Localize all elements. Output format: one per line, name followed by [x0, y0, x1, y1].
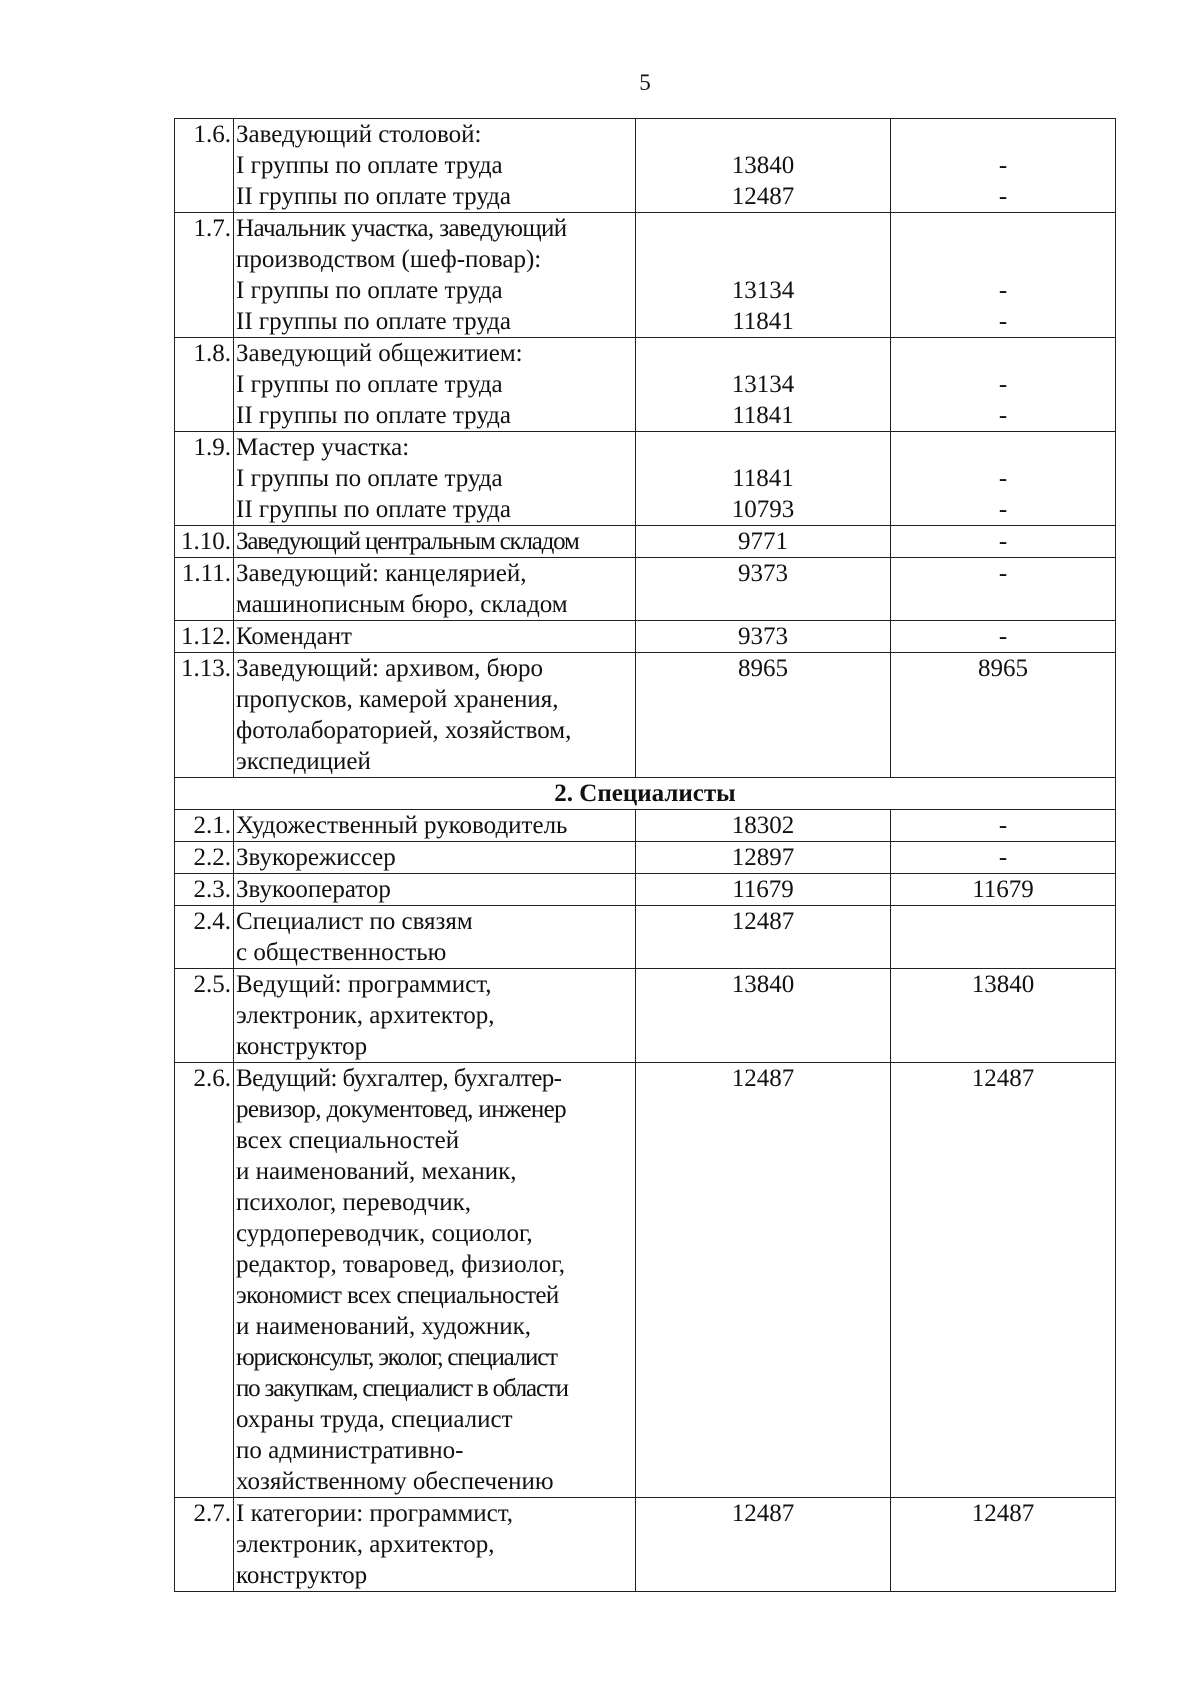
second-value — [891, 906, 1116, 969]
salary-value-line: 12897 — [731, 844, 795, 871]
second-value-line: 12487 — [971, 1500, 1035, 1527]
table-row — [175, 213, 1116, 338]
row-number: 1.8. — [175, 338, 234, 432]
table-row — [175, 526, 1116, 558]
position-name-line: экспедицией — [236, 748, 371, 775]
position-name — [234, 842, 636, 874]
position-name-line: конструктор — [236, 1033, 368, 1060]
position-name — [234, 621, 636, 653]
salary-value — [636, 432, 891, 526]
second-value-line: 13840 — [971, 971, 1035, 998]
position-name — [234, 119, 636, 213]
table-row — [175, 969, 1116, 1063]
position-name-line: всех специальностей — [236, 1127, 460, 1154]
position-name-line: Заведующий: канцелярией, — [236, 560, 527, 587]
position-name — [234, 213, 636, 338]
section-header-row — [175, 778, 1116, 810]
salary-value-line: 13840 — [731, 971, 795, 998]
salary-value — [636, 810, 891, 842]
salary-value-line: 9771 — [738, 528, 788, 555]
row-number: 1.10. — [175, 526, 234, 558]
second-value-line: - — [998, 308, 1008, 335]
salary-value — [636, 1498, 891, 1592]
second-value-line: 12487 — [971, 1065, 1035, 1092]
position-name-line: II группы по оплате труда — [236, 496, 511, 523]
row-number: 1.13. — [175, 653, 234, 778]
position-name-line: I группы по оплате труда — [236, 371, 503, 398]
row-number: 1.12. — [175, 621, 234, 653]
position-name-line: Ведущий: программист, — [236, 971, 492, 998]
position-name-line: Звукооператор — [236, 876, 391, 903]
second-value — [891, 338, 1116, 432]
row-number: 2.2. — [175, 842, 234, 874]
salary-value-line — [638, 338, 888, 369]
position-name — [234, 558, 636, 621]
salary-value-line: 13134 — [731, 371, 795, 398]
salary-value — [636, 526, 891, 558]
position-name-line: экономист всех специальностей — [236, 1282, 559, 1309]
table-row — [175, 558, 1116, 621]
position-name-line: Заведующий общежитием: — [236, 340, 523, 367]
second-value — [891, 1498, 1116, 1592]
salary-value — [636, 119, 891, 213]
second-value-line: - — [998, 183, 1008, 210]
position-name-line: Мастер участка: — [236, 434, 410, 461]
section-title: 2. Специалисты — [175, 778, 1116, 810]
salary-value-line — [638, 119, 888, 150]
position-name-line: I группы по оплате труда — [236, 152, 503, 179]
position-name — [234, 432, 636, 526]
salary-value-line: 11679 — [732, 876, 794, 903]
position-name-line: пропусков, камерой хранения, — [236, 686, 559, 713]
position-name — [234, 526, 636, 558]
salary-value-line: 12487 — [731, 1065, 795, 1092]
position-name-line: юрисконсульт, эколог, специалист — [236, 1344, 557, 1371]
second-value — [891, 969, 1116, 1063]
position-name-line: Начальник участка, заведующий — [236, 215, 567, 242]
second-value-line: - — [998, 277, 1008, 304]
position-name-line: производством (шеф-повар): — [236, 246, 542, 273]
row-number: 1.6. — [175, 119, 234, 213]
second-value — [891, 1063, 1116, 1498]
salary-value-line: 13134 — [731, 277, 795, 304]
table-row — [175, 432, 1116, 526]
row-number: 1.11. — [175, 558, 234, 621]
salary-table — [174, 118, 1116, 1592]
table-row — [175, 906, 1116, 969]
second-value-line: - — [998, 812, 1008, 839]
table-row — [175, 653, 1116, 778]
position-name-line: хозяйственному обеспечению — [236, 1468, 554, 1495]
position-name-line: I категории: программист, — [236, 1500, 514, 1527]
position-name-line: Заведующий центральным складом — [236, 528, 579, 555]
second-value-line — [893, 213, 1113, 244]
table-row — [175, 621, 1116, 653]
second-value — [891, 213, 1116, 338]
row-number: 2.1. — [175, 810, 234, 842]
row-number: 1.9. — [175, 432, 234, 526]
row-number: 1.7. — [175, 213, 234, 338]
salary-value-line: 12487 — [731, 1500, 795, 1527]
position-name-line: редактор, товаровед, физиолог, — [236, 1251, 565, 1278]
position-name-line: электроник, архитектор, — [236, 1002, 495, 1029]
position-name-line: машинописным бюро, складом — [236, 591, 568, 618]
row-number: 2.3. — [175, 874, 234, 906]
position-name-line: сурдопереводчик, социолог, — [236, 1220, 533, 1247]
salary-value-line: 9373 — [738, 623, 788, 650]
second-value-line — [893, 119, 1113, 150]
second-value-line: - — [998, 623, 1008, 650]
salary-value — [636, 969, 891, 1063]
second-value-line — [893, 244, 1113, 275]
position-name-line: II группы по оплате труда — [236, 402, 511, 429]
position-name — [234, 906, 636, 969]
position-name-line: ревизор, документовед, инженер — [236, 1096, 566, 1123]
second-value — [891, 874, 1116, 906]
position-name — [234, 810, 636, 842]
salary-value — [636, 842, 891, 874]
position-name-line: Заведующий столовой: — [236, 121, 482, 148]
position-name-line: по административно- — [236, 1437, 464, 1464]
second-value — [891, 810, 1116, 842]
second-value-line: 11679 — [972, 876, 1034, 903]
row-number: 2.6. — [175, 1063, 234, 1498]
position-name-line: Художественный руководитель — [236, 812, 568, 839]
table-row — [175, 119, 1116, 213]
salary-value — [636, 213, 891, 338]
position-name-line: Ведущий: бухгалтер, бухгалтер- — [236, 1065, 562, 1092]
second-value-line: - — [998, 371, 1008, 398]
position-name-line: I группы по оплате труда — [236, 277, 503, 304]
second-value-line — [893, 432, 1113, 463]
position-name-line: II группы по оплате труда — [236, 183, 511, 210]
salary-value — [636, 558, 891, 621]
second-value-line: - — [998, 402, 1008, 429]
salary-value-line: 12487 — [731, 183, 795, 210]
position-name — [234, 1498, 636, 1592]
salary-value-line: 13840 — [731, 152, 795, 179]
second-value — [891, 653, 1116, 778]
row-number: 2.5. — [175, 969, 234, 1063]
position-name-line: конструктор — [236, 1562, 368, 1589]
salary-value-line: 11841 — [732, 402, 794, 429]
position-name-line: с общественностью — [236, 939, 447, 966]
position-name-line: I группы по оплате труда — [236, 465, 503, 492]
salary-value-line: 8965 — [738, 655, 788, 682]
position-name-line: Заведующий: архивом, бюро — [236, 655, 543, 682]
position-name-line: II группы по оплате труда — [236, 308, 511, 335]
salary-value — [636, 338, 891, 432]
position-name-line: и наименований, художник, — [236, 1313, 531, 1340]
salary-value — [636, 906, 891, 969]
salary-value-line — [638, 213, 888, 244]
salary-value-line: 11841 — [732, 308, 794, 335]
position-name-line: психолог, переводчик, — [236, 1189, 472, 1216]
second-value — [891, 842, 1116, 874]
position-name-line: Комендант — [236, 623, 352, 650]
table-row — [175, 1498, 1116, 1592]
position-name — [234, 338, 636, 432]
second-value-line: - — [998, 496, 1008, 523]
position-name-line: фотолабораторией, хозяйством, — [236, 717, 572, 744]
position-name-line: Звукорежиссер — [236, 844, 396, 871]
second-value — [891, 621, 1116, 653]
position-name-line: Специалист по связям — [236, 908, 473, 935]
salary-value-line: 11841 — [732, 465, 794, 492]
table-row — [175, 842, 1116, 874]
position-name-line: охраны труда, специалист — [236, 1406, 513, 1433]
second-value-line: - — [998, 152, 1008, 179]
salary-value — [636, 1063, 891, 1498]
row-number: 2.7. — [175, 1498, 234, 1592]
salary-value — [636, 874, 891, 906]
position-name — [234, 969, 636, 1063]
salary-value — [636, 653, 891, 778]
position-name-line: по закупкам, специалист в области — [236, 1375, 568, 1402]
second-value — [891, 558, 1116, 621]
salary-value-line: 12487 — [731, 908, 795, 935]
second-value-line: - — [998, 844, 1008, 871]
salary-value-line: 9373 — [738, 560, 788, 587]
salary-value — [636, 621, 891, 653]
salary-value-line: 10793 — [731, 496, 795, 523]
row-number: 2.4. — [175, 906, 234, 969]
salary-value-line — [638, 432, 888, 463]
table-row — [175, 1063, 1116, 1498]
second-value — [891, 119, 1116, 213]
position-name — [234, 1063, 636, 1498]
second-value-line: - — [998, 465, 1008, 492]
position-name-line: и наименований, механик, — [236, 1158, 517, 1185]
table-row — [175, 874, 1116, 906]
second-value-line: - — [998, 528, 1008, 555]
position-name — [234, 653, 636, 778]
salary-value-line — [638, 244, 888, 275]
table-row — [175, 810, 1116, 842]
second-value-line: - — [998, 560, 1008, 587]
second-value — [891, 526, 1116, 558]
position-name — [234, 874, 636, 906]
position-name-line: электроник, архитектор, — [236, 1531, 495, 1558]
page-number: 5 — [639, 70, 651, 95]
second-value — [891, 432, 1116, 526]
salary-value-line: 18302 — [731, 812, 795, 839]
second-value-line: 8965 — [978, 655, 1028, 682]
second-value-line — [893, 338, 1113, 369]
table-row — [175, 338, 1116, 432]
